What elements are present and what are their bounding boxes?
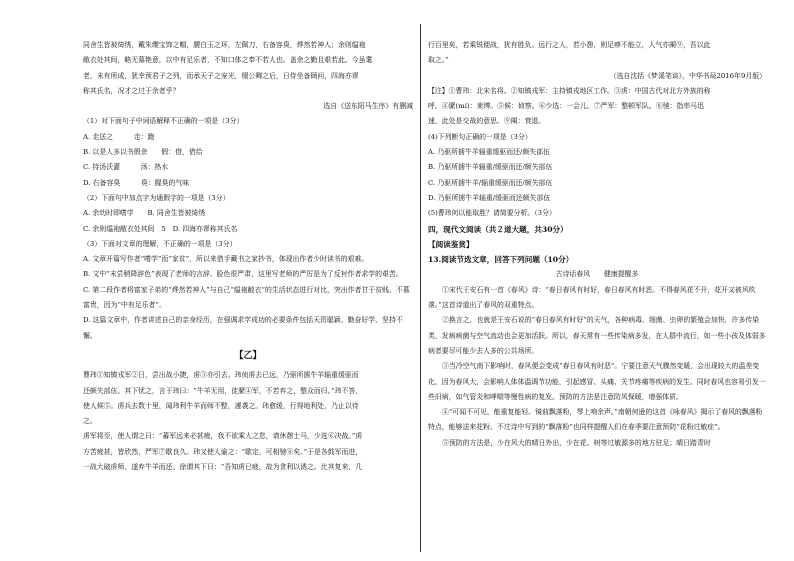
passage-b-line: 方苦疲甚，皆欣然，严军⑦歇良久。玮又使人谕之：“歇定，可相驰⑧矣。”于是各鼓军而进，	[83, 447, 363, 456]
article-paragraph: ④“可闻不可见，能重复能轻。镜前飘落粉，琴上响余声。”南朝何逊的这首《咏春风》揭示了春风的飘落粉特点，能够送来花粉。不过诗中写到的“飘落粉”也同样提醒人们在春季要注意预防“花粉过敏症”。	[428, 408, 763, 432]
q3-option: D. 这篇文章中，作者讲述自己的亲身经历，在强调求学成功的必要条件包括天资聪颖、勤奋好学、坚持不懈。	[83, 316, 403, 340]
question-5: (5)曹玮何以能取胜？请简要分析。（3分）	[428, 209, 556, 218]
passage-source: 选自《送东阳马生序》有删减	[323, 102, 413, 111]
question-2: （2）下面句中加点字为通假字的一项是（3分）	[83, 193, 230, 202]
article-paragraph: ①宋代王安石有一首《春风》诗：“春日春风有时好，春日春风有时恶。不得春风花不开，花开又被风吹落。”这首诗道出了春风的双重特点。	[428, 285, 756, 310]
article-paragraph: ⑤预防的方法是，少在风大的晴日外出，少在花、树等过敏源多的地方驻足；晴日踏青时	[442, 438, 711, 447]
section-b-heading: 【乙】	[234, 350, 262, 361]
passage-line: 老，未有所成，犹幸预君子之列，而承天子之宠光，缀公卿之后，日侍坐备顾问，四海亦谬	[83, 71, 359, 80]
passage-b-line: 行百里矣，若乘锐便战，犹有胜负。远行之人，若小憩，则足痹不能立，人气亦阑⑨，吾以此	[428, 41, 711, 49]
column-divider	[420, 24, 421, 552]
passage-line: 同舍生皆被绮绣，戴朱缨宝饰之帽，腰白玉之环，左佩刀，右备容臭，烨然若神人；余则缊袍	[83, 41, 366, 49]
article-paragraph: ③当冷空气南下影响时，春风便会变成“春日春风有时恶”。宁要注意天气骤然变暖，会出现较大的温差变化，因为春风大，会影响人体体温调节功能，引起感冒、头痛、关节疼痛等疾病的发生。同时春风也容易引发一些旧病，如气管炎和哮喘等慢性病的复发。预防的方法是注意防风保暖，增强体质。	[428, 362, 766, 401]
question-4: (4)下列断句正确的一项是（3分）	[428, 132, 532, 141]
q4-option: D. 乃驱所掳牛羊辎重/缓驱而还颇失部伍	[428, 193, 551, 202]
question-3: （3）下面对文章的理解，不正确的一项是（3分）	[83, 239, 237, 248]
section-four-heading: 四，现代文阅读（共２道大题，共30分）	[428, 224, 568, 234]
q3-option: C. 第二段作者将富家子弟的“烨然若神人”与自己“缊袍敝衣”的生活状态进行对比，突出作者甘于贫贱、不慕富贵，因为“中有足乐者”。	[83, 285, 410, 310]
q2-option: A. 余幼时即嗜学 B. 同舍生皆被绮绣	[83, 209, 206, 218]
question-13: 13.阅读节选文章，回答下列问题（10分）	[428, 255, 574, 265]
passage-b-line: 之。	[83, 417, 97, 426]
q4-option: B. 乃驱所掳牛羊辎重/缓驱而还/颇失部伍	[428, 163, 553, 172]
passage-b-line: 虏军将至，使人谓之曰：“蕃军远来必甚疲，我不欲乘人之怠，请休憩士马，少选⑥决战。”虏	[83, 432, 363, 441]
question-1: （1）对下面句子中词语解释不正确的一项是（3分）	[83, 117, 244, 126]
q4-option: C. 乃驱所掳牛羊/辎重缓驱而还/颇失部伍	[428, 178, 553, 187]
passage-line: 称其氏名，况才之过于余者乎？	[83, 86, 180, 95]
q3-option: A. 文章开篇写作者“嗜学”而“家贫”，所以来借手藏书之家抄书，体现出作者少时读书的艰难。	[83, 255, 369, 264]
q3-option: B. 文中“未尝稍降辞色”表现了老师的言辞、脸色很严肃，这里写老师的严厉是为了反衬作者求学的艰苦。	[83, 270, 403, 279]
section-sub-heading: 【阅读鉴赏】	[428, 239, 474, 249]
passage-b-line: 一战大破虏师，遂弃牛羊而还。徐谓其下曰：“吾知虏已疲，故为贪利以诱之。比其复来，几	[83, 463, 363, 472]
passage-b-line: 使人候⑤。虏兵去数十里，闻玮利牛羊而师不整，遽袭之。玮愈缓，行得地利处，乃止以待	[83, 401, 359, 410]
q1-option: C. 持汤沃灌 汤：热水	[83, 163, 169, 172]
passage-b-line: 还颇失部伍。其下忧之，言于玮曰：“牛羊无用，徒縻④军，不若弃之，整众而归。”玮不答，	[83, 386, 363, 395]
annotation-line: 速，此处是交战的意思。⑨阑：衰退。	[428, 117, 546, 126]
q1-option: D. 右备容臭 臭：腥臭的气味	[83, 178, 190, 187]
q1-option: A. 走送之 走：跑	[83, 132, 155, 141]
article-title: 古诗话春风 健康提醒多	[555, 270, 639, 279]
article-paragraph: ②换言之，也就是王安石说的“春日春风有时好”的天气，各种病毒、细菌、虫卵的繁殖会加快，许多传染类、发病病菌与空气流动也会更加活跃。所以，春天常有一些传染病多发，在人群中流行，如一些小孩及体弱多病者要尽可能少去人多的公共场所。	[428, 316, 766, 355]
passage-line: 敝衣处其间，略无慕艳意，以中有足乐者，不知口体之奉不若人也。盖余之勤且艰若此。今虽耄	[83, 56, 373, 65]
left-column	[83, 38, 413, 475]
q4-option: A. 乃驱所掳牛羊辎重缓驱而还/颇失部伍	[428, 148, 550, 157]
q2-option: C. 余则缊袍敝衣处其间 5 D. 四海亦谬称其氏名	[83, 224, 238, 233]
annotation-line: 呼。④縻(mí)：束缚。⑤候：侦察。⑥少选：一会儿。⑦严军：整顿军队。⑧驰：指率马迅	[428, 102, 704, 111]
q1-option: B. 以是人多以书假余 假：借，借给	[83, 148, 203, 157]
right-column	[428, 38, 766, 451]
passage-b-source: （选自沈括《梦溪笔谈》，中华书局2016年9月版）	[609, 71, 766, 80]
passage-b-line: 曹玮①知镇戎军②日，尝出战小捷，虏③亦引去。玮侦虏去已远，乃驱所掳牛羊辎重缓驱而	[83, 371, 359, 380]
annotation-line: 【注】①曹玮：北宋名将。②知镇戎军：主持镇戎地区工作。③虏：中国古代对北方外族的称	[428, 86, 711, 95]
passage-b-line: 取之。”	[428, 56, 449, 65]
